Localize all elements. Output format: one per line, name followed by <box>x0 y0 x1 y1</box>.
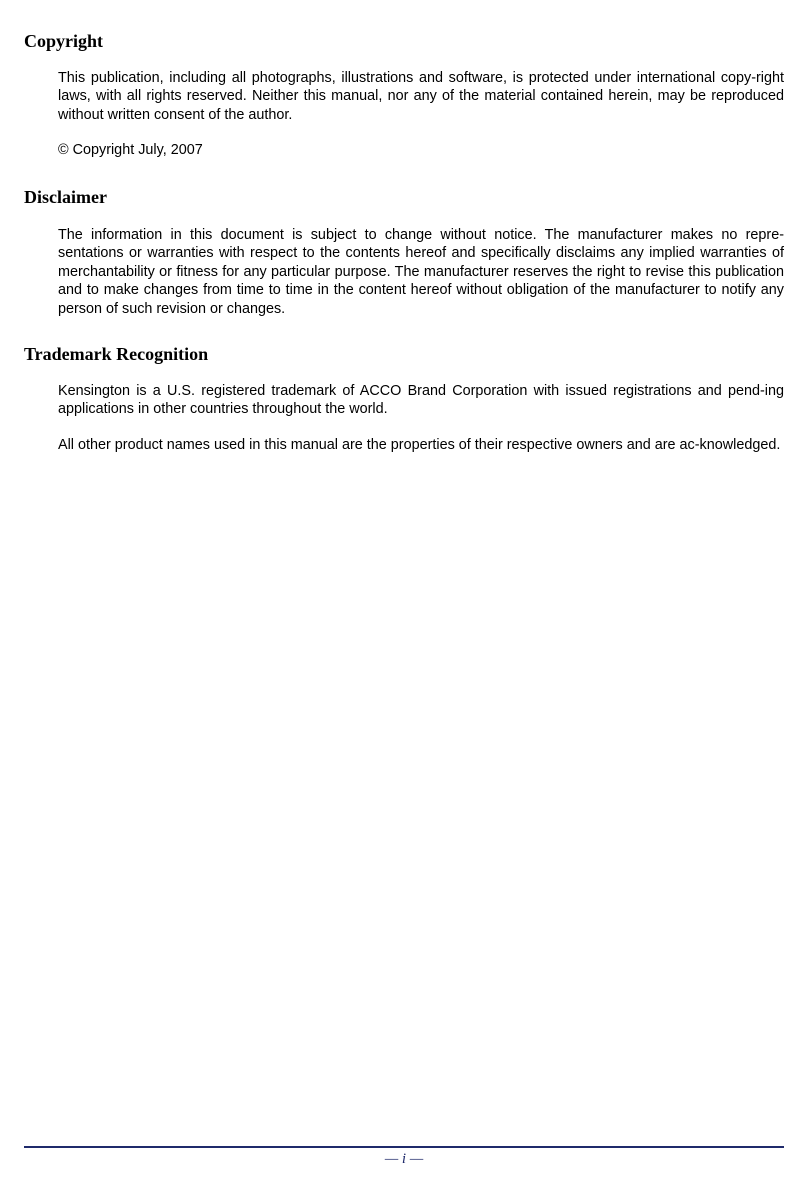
trademark-section <box>24 343 784 454</box>
trademark-paragraph-kensington: Kensington is a U.S. registered trademark of ACCO Brand Corporation with issued registrations and pend-ing applications in other countries throughout the world. <box>58 383 784 418</box>
copyright-paragraph: This publication, including all photographs, illustrations and software, is protected under international copy-right laws, with all rights reserved. Neither this manual, nor any of the material contained herein, may be reproduced without written consent of the author. <box>58 70 784 123</box>
copyright-date: © Copyright July, 2007 <box>58 142 203 159</box>
footer-rule <box>24 1146 784 1148</box>
disclaimer-section <box>24 186 784 318</box>
copyright-section <box>24 30 784 160</box>
page-number: — i — <box>384 1151 424 1167</box>
disclaimer-paragraph: The information in this document is subject to change without notice. The manufacturer makes no repre-sentations or warranties with respect to the contents hereof and specifically disclaims any implied warranties of merchantability or fitness for any particular purpose. The manufacturer reserves the right to revise this publication and to make changes from time to time in the content hereof without obligation of the manufacturer to notify any person of such revision or changes. <box>58 227 784 317</box>
copyright-heading: Copyright <box>24 31 104 51</box>
trademark-paragraph-other: All other product names used in this manual are the properties of their respective owners and are ac-knowledged. <box>58 436 781 453</box>
trademark-heading: Trademark Recognition <box>24 344 209 364</box>
disclaimer-heading: Disclaimer <box>24 187 107 207</box>
